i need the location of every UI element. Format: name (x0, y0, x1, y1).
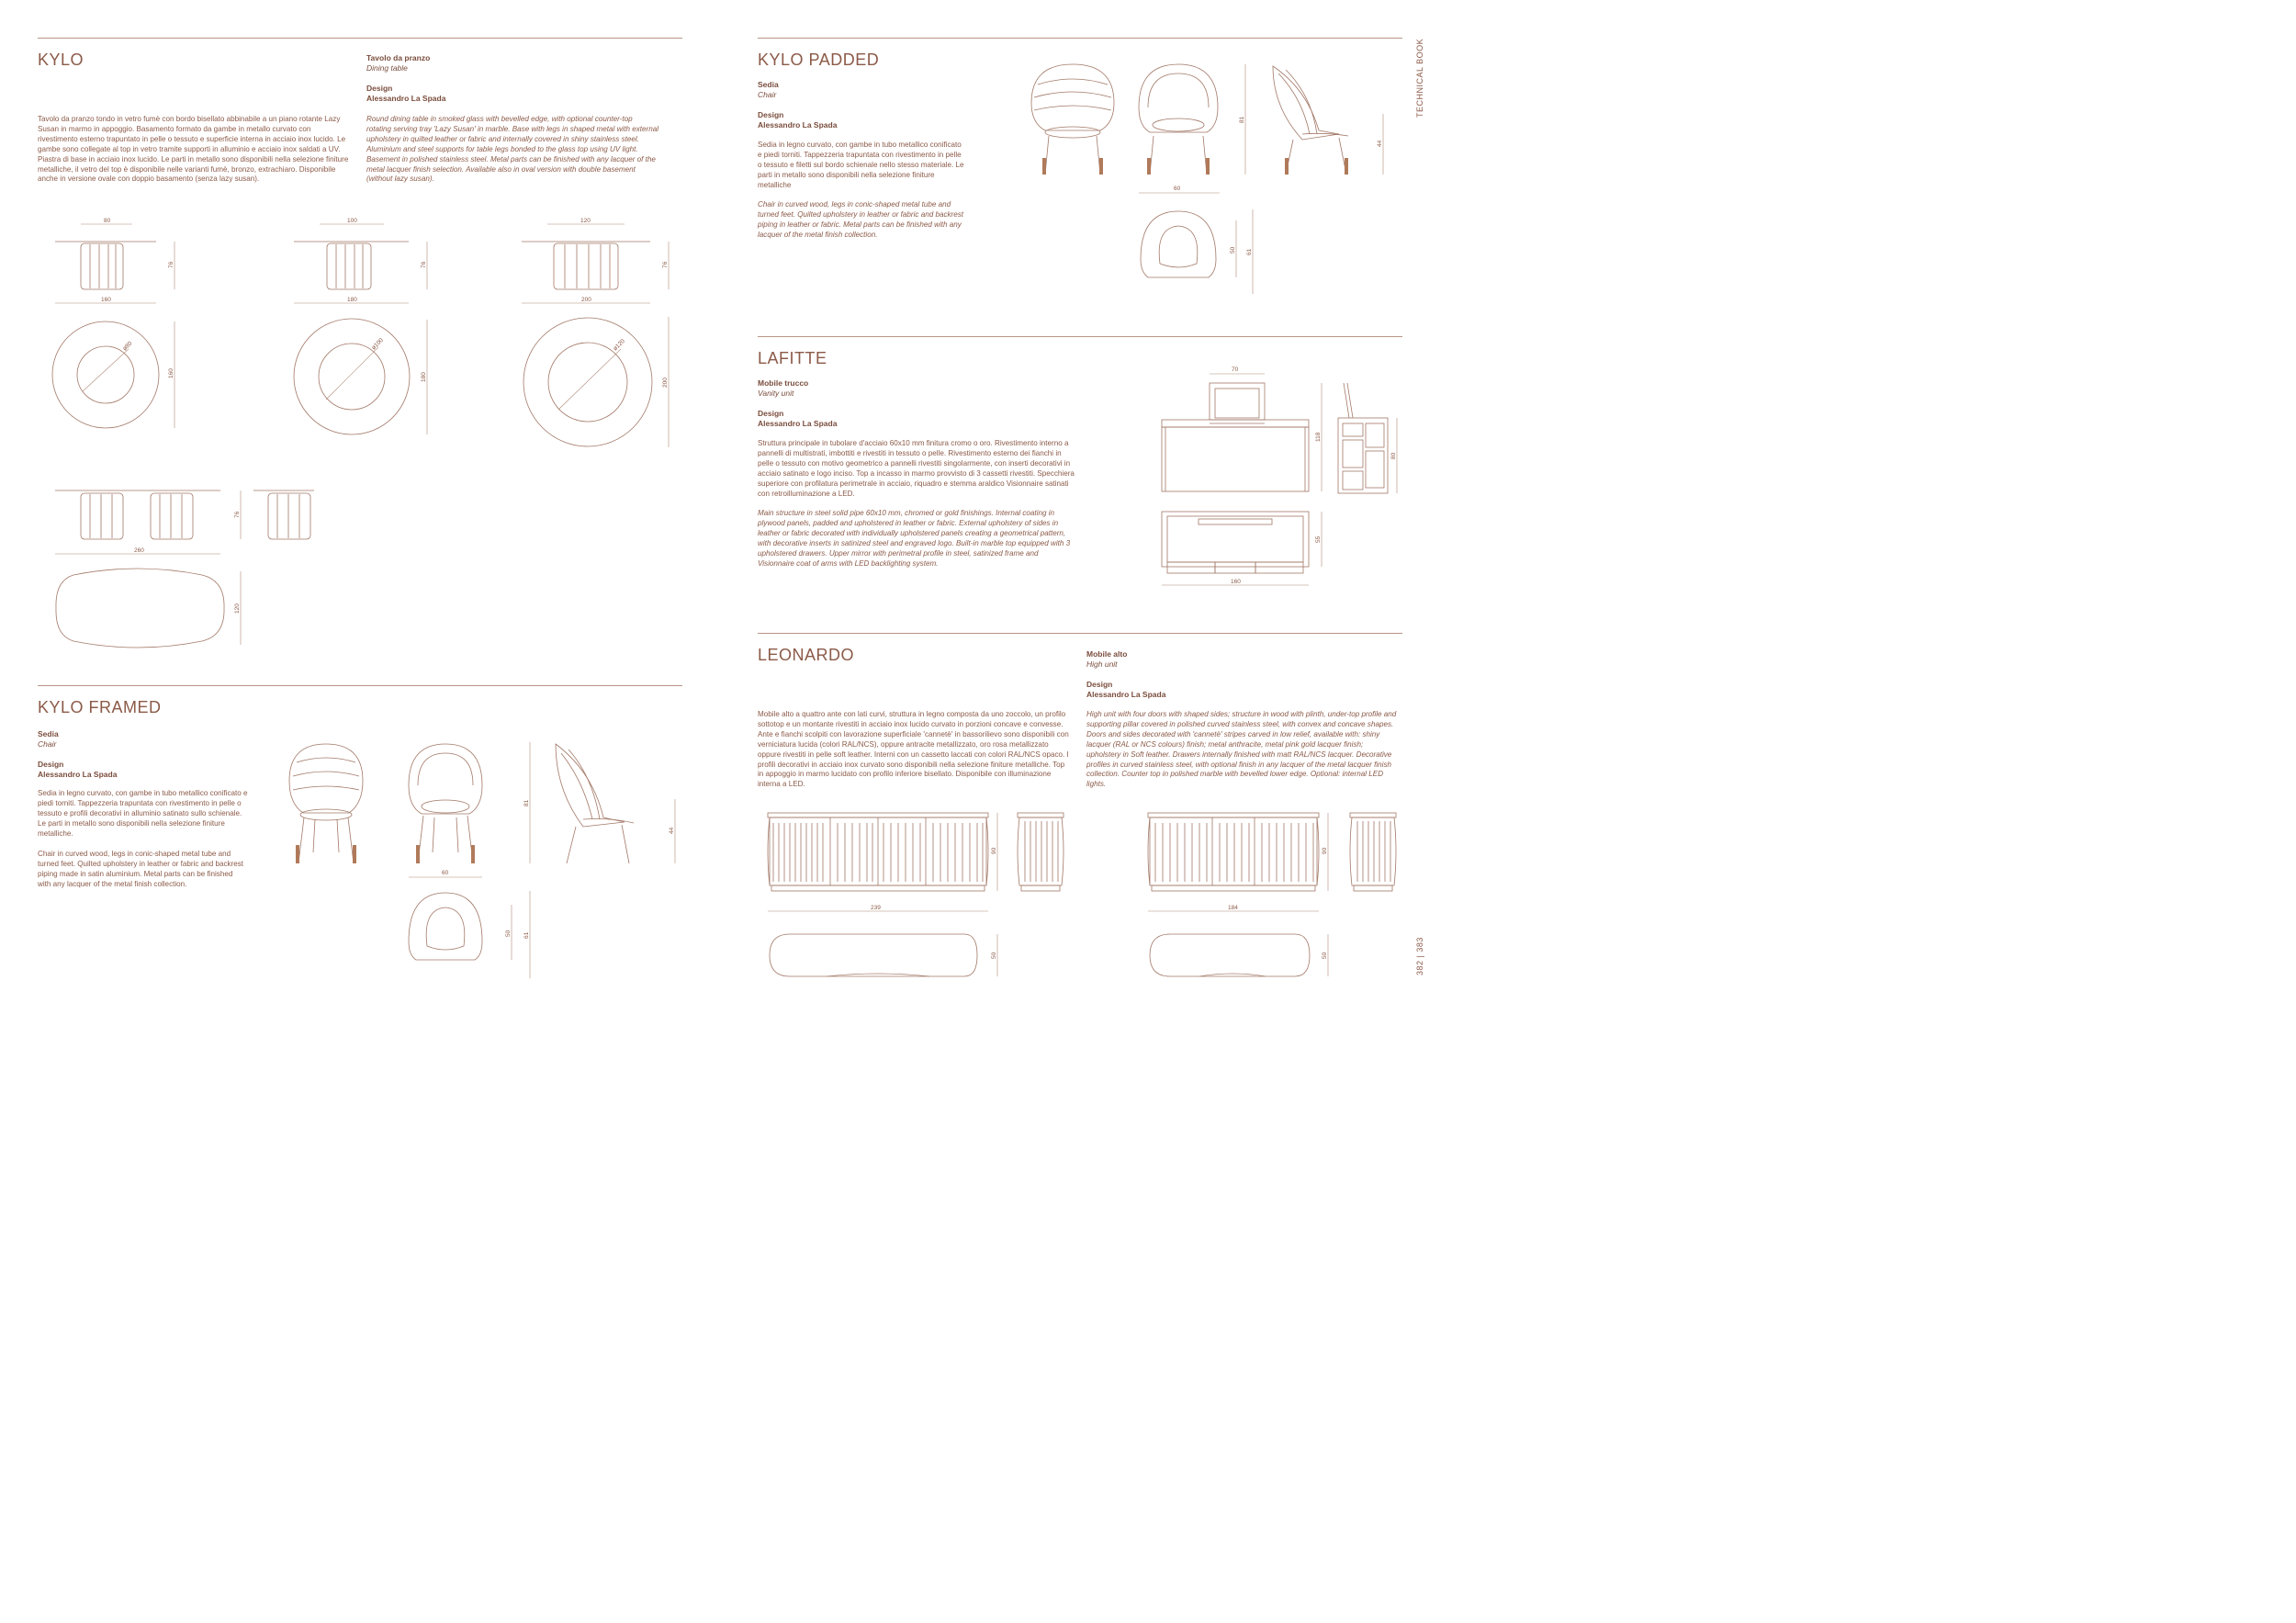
kylo-padded-title: KYLO PADDED (758, 51, 880, 69)
kylo-framed-description-en: Chair in curved wood, legs in conic-shaped metal tube and turned feet. Quilted upholstery in leather or fabric and backrest piping made in satin aluminium. Metal parts can be finished with any lacquer of the metal finish collection. (38, 850, 244, 888)
dim-leonardo-height: 90 (991, 847, 997, 854)
kylo-framed-side-view (556, 744, 675, 863)
dim-leonardo-height2: 90 (1322, 847, 1328, 854)
dim-leonardo-depth: 50 (991, 952, 997, 959)
leonardo-description-it: Mobile alto a quattro ante con lati curvi, struttura in legno composta da uno zoccolo, un profilo sottotop e un montante rivestiti in acciaio inox lucido curvato in porzioni concave e convesse. Ante e fianchi scolpiti con lavorazione superficiale 'cannetè' in bassorilievo sono disponibili con verniciatura lucida (colori RAL/NCS), oppure antracite metallizzato, oro rosa metallizzato oppure rivestiti in pelle soft leather. Interni con un cassetto laccati con colori RAL/NCS opaco. I profili decorativi in acciaio inox curvato sono disponibili nella selezione finiture metalliche. Top in appoggio in marmo lucidato con profilo inferiore bisellato. Disponibile con illuminazione interna a LED. (758, 710, 1069, 789)
kylo-table-80-elevation (55, 218, 174, 303)
lafitte-top-view (1162, 512, 1322, 585)
leonardo-top-rule (758, 633, 1402, 634)
dim-lafitte-side-height: 80 (1390, 452, 1397, 459)
dim-t2-height: 76 (421, 261, 427, 268)
kylo-type-en: Dining table (366, 63, 408, 73)
dim-t1-width: 160 (101, 297, 111, 303)
technical-book-label: TECHNICAL BOOK (1415, 38, 1424, 118)
dim-t1-height: 76 (168, 261, 174, 268)
dim-lafitte-width: 160 (1231, 579, 1241, 585)
kylo-framed-type-en: Chair (38, 739, 57, 749)
kylo-framed-top-rule (38, 685, 682, 686)
leonardo-239-front-view (768, 813, 997, 911)
leonardo-drawings (762, 808, 1414, 992)
lafitte-title: LAFITTE (758, 349, 827, 367)
dim-lafitte-mirror: 70 (1232, 366, 1239, 373)
lafitte-type-it: Mobile trucco (758, 378, 809, 388)
kylo-drawings (37, 211, 716, 671)
leonardo-184-top-view (1150, 934, 1328, 976)
kylo-designer: Alessandro La Spada (366, 94, 446, 103)
kylo-description-it: Tavolo da pranzo tondo in vetro fumè con bordo bisellato abbinabile a un piano rotante Lazy Susan in marmo in appoggio. Basamento formato da gambe in metallo curvato con rivestimento esterno trapuntato in pelle o tessuto e superficie interna in acciaio inox lucido. Le gambe sono collegate al top in vetro tramite supporti in alluminio e acciaio inox saldati a UV. Piastra di base in acciaio inox lucido. Le parti in metallo sono disponibili nella selezione finiture metalliche, il vetro del top è disponibile nelle varianti fumè, bronzo, extrachiaro. Disponibile anche in versione ovale con doppio basamento (senza lazy susan). (38, 115, 349, 184)
leonardo-184-side-view (1350, 813, 1396, 891)
kylo-padded-designer: Alessandro La Spada (758, 120, 838, 130)
kylo-padded-front-view (1031, 64, 1114, 175)
dim-lafitte-depth: 55 (1315, 535, 1322, 543)
kylo-framed-front-open-view (409, 744, 482, 877)
dim-framed-depth: 61 (523, 931, 530, 939)
dim-t3-top: 120 (580, 218, 591, 224)
lafitte-drawings (1153, 363, 1419, 592)
dim-padded-width: 60 (1174, 186, 1181, 192)
dim-padded-seat: 44 (1377, 140, 1383, 147)
lafitte-design-label: Design (758, 409, 784, 418)
dim-leonardo-w2: 184 (1228, 905, 1238, 911)
kylo-design-label: Design (366, 84, 393, 93)
dim-lafitte-height: 118 (1315, 432, 1322, 442)
dim-t2-top: 100 (347, 218, 357, 224)
dim-framed-seat: 44 (669, 827, 675, 834)
lafitte-description-en: Main structure in steel solid pipe 60x10 mm, chromed or gold finishings. Internal coating in plywood panels, padded and upholstered in leather or fabric. External upholstery of sides in leather or fabric decorated with individually upholstered panels creating a geometrical pattern, with decorative inserts in satinized steel and engraved logo. Built-in marble top equipped with 3 upholstered drawers. Upper mirror with perimetral profile in steel, satinized frame and Visionnaire coat of arms with LED backlighting system. (758, 509, 1071, 568)
lafitte-type-en: Vanity unit (758, 389, 794, 398)
kylo-padded-front-open-view (1139, 64, 1220, 193)
kylo-oval-plan (56, 569, 241, 648)
dim-t3-height: 76 (662, 261, 669, 268)
kylo-table-120-plan (523, 317, 669, 447)
kylo-padded-type-it: Sedia (758, 80, 779, 89)
kylo-padded-type-en: Chair (758, 90, 777, 99)
dim-padded-depth2: 50 (1230, 246, 1236, 254)
dim-t3-depth: 200 (662, 378, 669, 388)
kylo-padded-description-en: Chair in curved wood, legs in conic-shaped metal tube and turned feet. Quilted upholstery in leather or fabric and backrest piping in leather or fabric. Metal parts can be finished with any lacquer of the metal finish collection. (758, 200, 964, 239)
leonardo-description-en: High unit with four doors with shaped sides; structure in wood with plinth, under-top profile and supporting pillar covered in polished curved stainless steel, with convex and concave shapes. Doors and sides decorated with 'cannetè' stripes carved in low relief, available with: shiny lacquer (RAL or NCS colours) finish; metal anthracite, metal pink gold lacquer finish; upholstery in Soft leather. Drawers internally finished with matt RAL/NCS lacquer. Decorative profiles in curved stainless steel, with optional finish in any lacquer of the metal lacquer finish collection. Counter top in polished marble with bevelled lower edge. Optional: internal LED lights. (1086, 710, 1397, 789)
dim-leonardo-w1: 239 (871, 905, 881, 911)
dim-framed-height: 81 (523, 799, 530, 806)
kylo-framed-title: KYLO FRAMED (38, 698, 162, 716)
leonardo-title: LEONARDO (758, 646, 855, 664)
kylo-table-100-plan (294, 319, 427, 434)
kylo-framed-meta (38, 729, 117, 780)
kylo-oval-elevation (55, 490, 314, 554)
kylo-padded-drawings (1027, 57, 1412, 296)
dim-framed-width: 60 (442, 870, 449, 876)
kylo-padded-top-view (1141, 209, 1253, 294)
lafitte-designer: Alessandro La Spada (758, 419, 838, 428)
dim-t3-width: 200 (581, 297, 591, 303)
kylo-padded-top-rule (758, 38, 1402, 39)
kylo-framed-designer: Alessandro La Spada (38, 770, 118, 779)
kylo-framed-front-view (289, 744, 363, 863)
kylo-framed-drawings (280, 735, 693, 983)
leonardo-239-side-view (1018, 813, 1064, 891)
kylo-description-en: Round dining table in smoked glass with bevelled edge, with optional counter-top rotating serving tray 'Lazy Susan' in marble. Base with legs in shaped metal with external upholstery in quilted leather or fabric and internally covered in shiny stainless steel. Aluminium and steel supports for table legs bonded to the glass top using UV light. Basement in polished stainless steel. Metal parts can be finished with any lacquer of the metal lacquer finish selection. Available also in oval version with double basement (without lazy susan). (366, 115, 659, 184)
kylo-table-100-elevation (294, 218, 427, 303)
dim-t3-diam: ø120 (612, 337, 626, 353)
dim-t2-diam: ø100 (370, 336, 385, 352)
lafitte-side-view (1338, 383, 1397, 493)
dim-padded-depth: 61 (1246, 248, 1253, 255)
leonardo-designer: Alessandro La Spada (1086, 690, 1166, 699)
dim-oval-width: 260 (134, 547, 144, 554)
dim-t2-depth: 180 (421, 372, 427, 382)
kylo-title: KYLO (38, 51, 84, 69)
lafitte-meta (758, 378, 837, 429)
lafitte-description-it: Struttura principale in tubolare d'acciaio 60x10 mm finitura cromo o oro. Rivestimento interno a pannelli di multistrati, imbottiti e rivestiti in tessuto o pelle. Rivestimento esterno dei fianchi in pelle o tessuto con motivo geometrico a pannelli rivestiti singolarmente, con inserti decorativi in acciaio satinato e logo inciso. Top a incasso in marmo provvisto di 3 cassetti rivestiti. Specchiera superiore con profilatura perimetrale in acciaio, riquadro e stemma araldico Visionnaire satinati con retroilluminazione a LED. (758, 439, 1075, 498)
kylo-type-it: Tavolo da pranzo (366, 53, 431, 62)
kylo-framed-design-label: Design (38, 760, 64, 769)
dim-oval-height: 76 (234, 511, 241, 518)
dim-t1-top: 80 (104, 218, 111, 224)
kylo-padded-side-view (1273, 66, 1383, 175)
leonardo-184-front-view (1148, 813, 1328, 911)
leonardo-meta (1086, 649, 1165, 700)
kylo-table-80-plan (52, 321, 174, 428)
lafitte-top-rule (758, 336, 1402, 337)
kylo-top-rule (38, 38, 682, 39)
kylo-framed-top-view (409, 891, 530, 978)
dim-t1-diam: ø80 (121, 340, 134, 353)
leonardo-type-it: Mobile alto (1086, 649, 1128, 659)
kylo-padded-design-label: Design (758, 110, 784, 119)
leonardo-type-en: High unit (1086, 659, 1118, 669)
dim-t2-width: 180 (347, 297, 357, 303)
leonardo-239-top-view (770, 934, 997, 976)
lafitte-front-view (1162, 366, 1322, 491)
leonardo-design-label: Design (1086, 680, 1113, 689)
kylo-padded-meta (758, 80, 837, 130)
kylo-framed-type-it: Sedia (38, 729, 59, 738)
dim-leonardo-depth2: 50 (1322, 952, 1328, 959)
kylo-padded-description-it: Sedia in legno curvato, con gambe in tubo metallico conificato e piedi torniti. Tappezzeria trapuntata con rivestimento in pelle o tessuto e filetti sul bordo schienale nello stesso materiale. Le parti in metallo sono disponibili nella selezione finiture metalliche (758, 141, 964, 189)
page-numbers: 382 | 383 (1415, 937, 1424, 975)
dim-framed-depth2: 50 (505, 930, 512, 937)
kylo-framed-description-it: Sedia in legno curvato, con gambe in tubo metallico conificato e piedi torniti. Tappezzeria trapuntata con rivestimento in pelle o tessuto e profili decorativi in alluminio satinato sullo schienale. Le parti in metallo sono disponibili nella selezione finiture metalliche. (38, 789, 248, 838)
kylo-meta (366, 53, 445, 104)
dim-oval-depth: 120 (234, 603, 241, 614)
dim-t1-depth: 160 (168, 368, 174, 378)
kylo-table-120-elevation (522, 218, 669, 303)
dim-padded-height: 81 (1239, 116, 1245, 123)
